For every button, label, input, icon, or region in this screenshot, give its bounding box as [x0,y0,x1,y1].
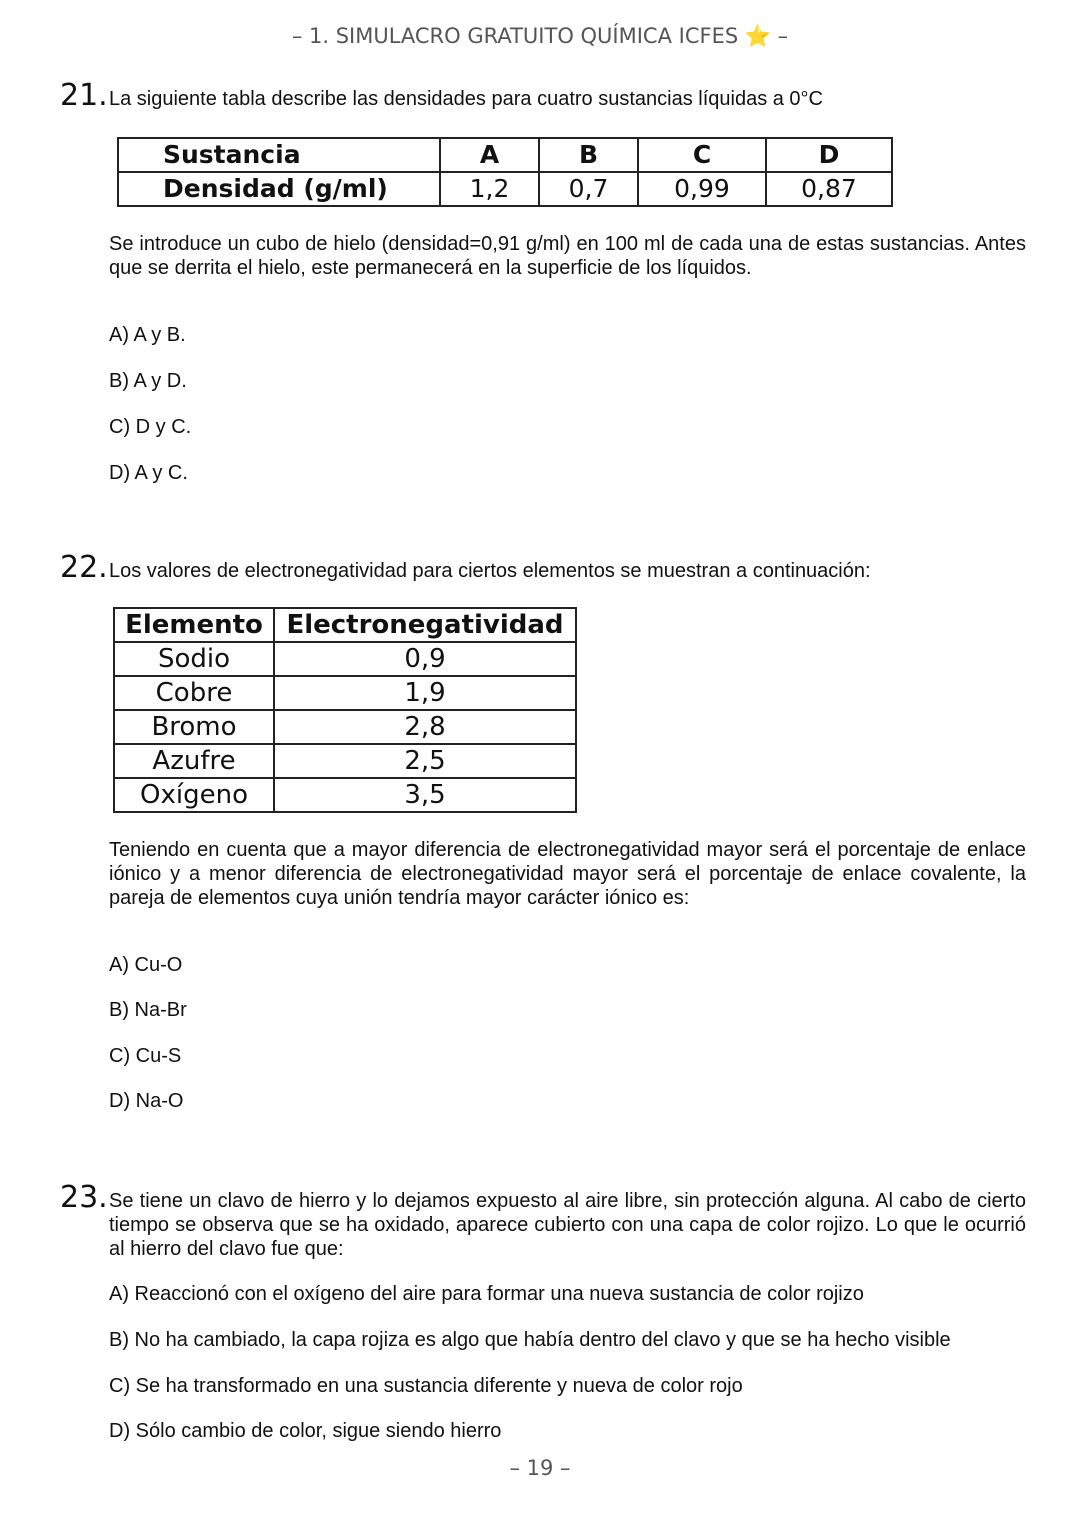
table-row: Cobre 1,9 [114,676,576,710]
table-row: Sustancia A B C D [118,138,892,172]
option-d[interactable]: D) Na-O [109,1090,184,1112]
question-stem: Se tiene un clavo de hierro y lo dejamos expuesto al aire libre, sin protección alguna. Al cabo de cierto tiempo se observa que se ha oxidado, aparece cubierto con una capa de color rojizo. Lo que le ocurrió al hierro del clavo fue que: [109,1190,1026,1260]
question-stem: Los valores de electronegatividad para ciertos elementos se muestran a continuación: [109,560,871,582]
table-row: Densidad (g/ml) 1,2 0,7 0,99 0,87 [118,172,892,206]
option-a[interactable]: A) A y B. [109,324,186,346]
option-b[interactable]: B) No ha cambiado, la capa rojiza es algo que había dentro del clavo y que se ha hecho visible [109,1329,951,1351]
table-row: Sodio 0,9 [114,642,576,676]
star-icon: ⭐ [744,24,771,48]
question-number: 22. [60,550,108,585]
table-row: Oxígeno 3,5 [114,778,576,812]
option-b[interactable]: B) Na-Br [109,999,187,1021]
option-a[interactable]: A) Cu-O [109,954,183,976]
question-body: Teniendo en cuenta que a mayor diferencia de electronegatividad mayor será el porcentaje de enlace iónico y a menor diferencia de electronegatividad mayor será el porcentaje de enlace covalente, la pareja de elementos cuya unión tendría mayor carácter iónico es: [109,839,1026,909]
option-c[interactable]: C) Cu-S [109,1045,182,1067]
option-d[interactable]: D) A y C. [109,462,188,484]
option-c[interactable]: C) Se ha transformado en una sustancia diferente y nueva de color rojo [109,1375,743,1397]
density-table [117,137,893,207]
option-c[interactable]: C) D y C. [109,416,192,438]
question-number: 21. [60,78,108,113]
page-number: – 19 – [509,1456,571,1480]
question-stem: La siguiente tabla describe las densidades para cuatro sustancias líquidas a 0°C [109,88,823,110]
option-d[interactable]: D) Sólo cambio de color, sigue siendo hierro [109,1420,502,1442]
question-number: 23. [60,1180,108,1215]
table-header-row: Elemento Electronegatividad [114,608,576,642]
option-b[interactable]: B) A y D. [109,370,187,392]
table-row: Azufre 2,5 [114,744,576,778]
table-row: Bromo 2,8 [114,710,576,744]
option-a[interactable]: A) Reaccionó con el oxígeno del aire para formar una nueva sustancia de color rojizo [109,1283,864,1305]
electronegativity-table [113,607,577,813]
page-header: – 1. SIMULACRO GRATUITO QUÍMICA ICFES ⭐ – [291,24,789,48]
question-body: Se introduce un cubo de hielo (densidad=0,91 g/ml) en 100 ml de cada una de estas sustancias. Antes que se derrita el hielo, este permanecerá en la superficie de los líquidos. [109,233,1026,279]
